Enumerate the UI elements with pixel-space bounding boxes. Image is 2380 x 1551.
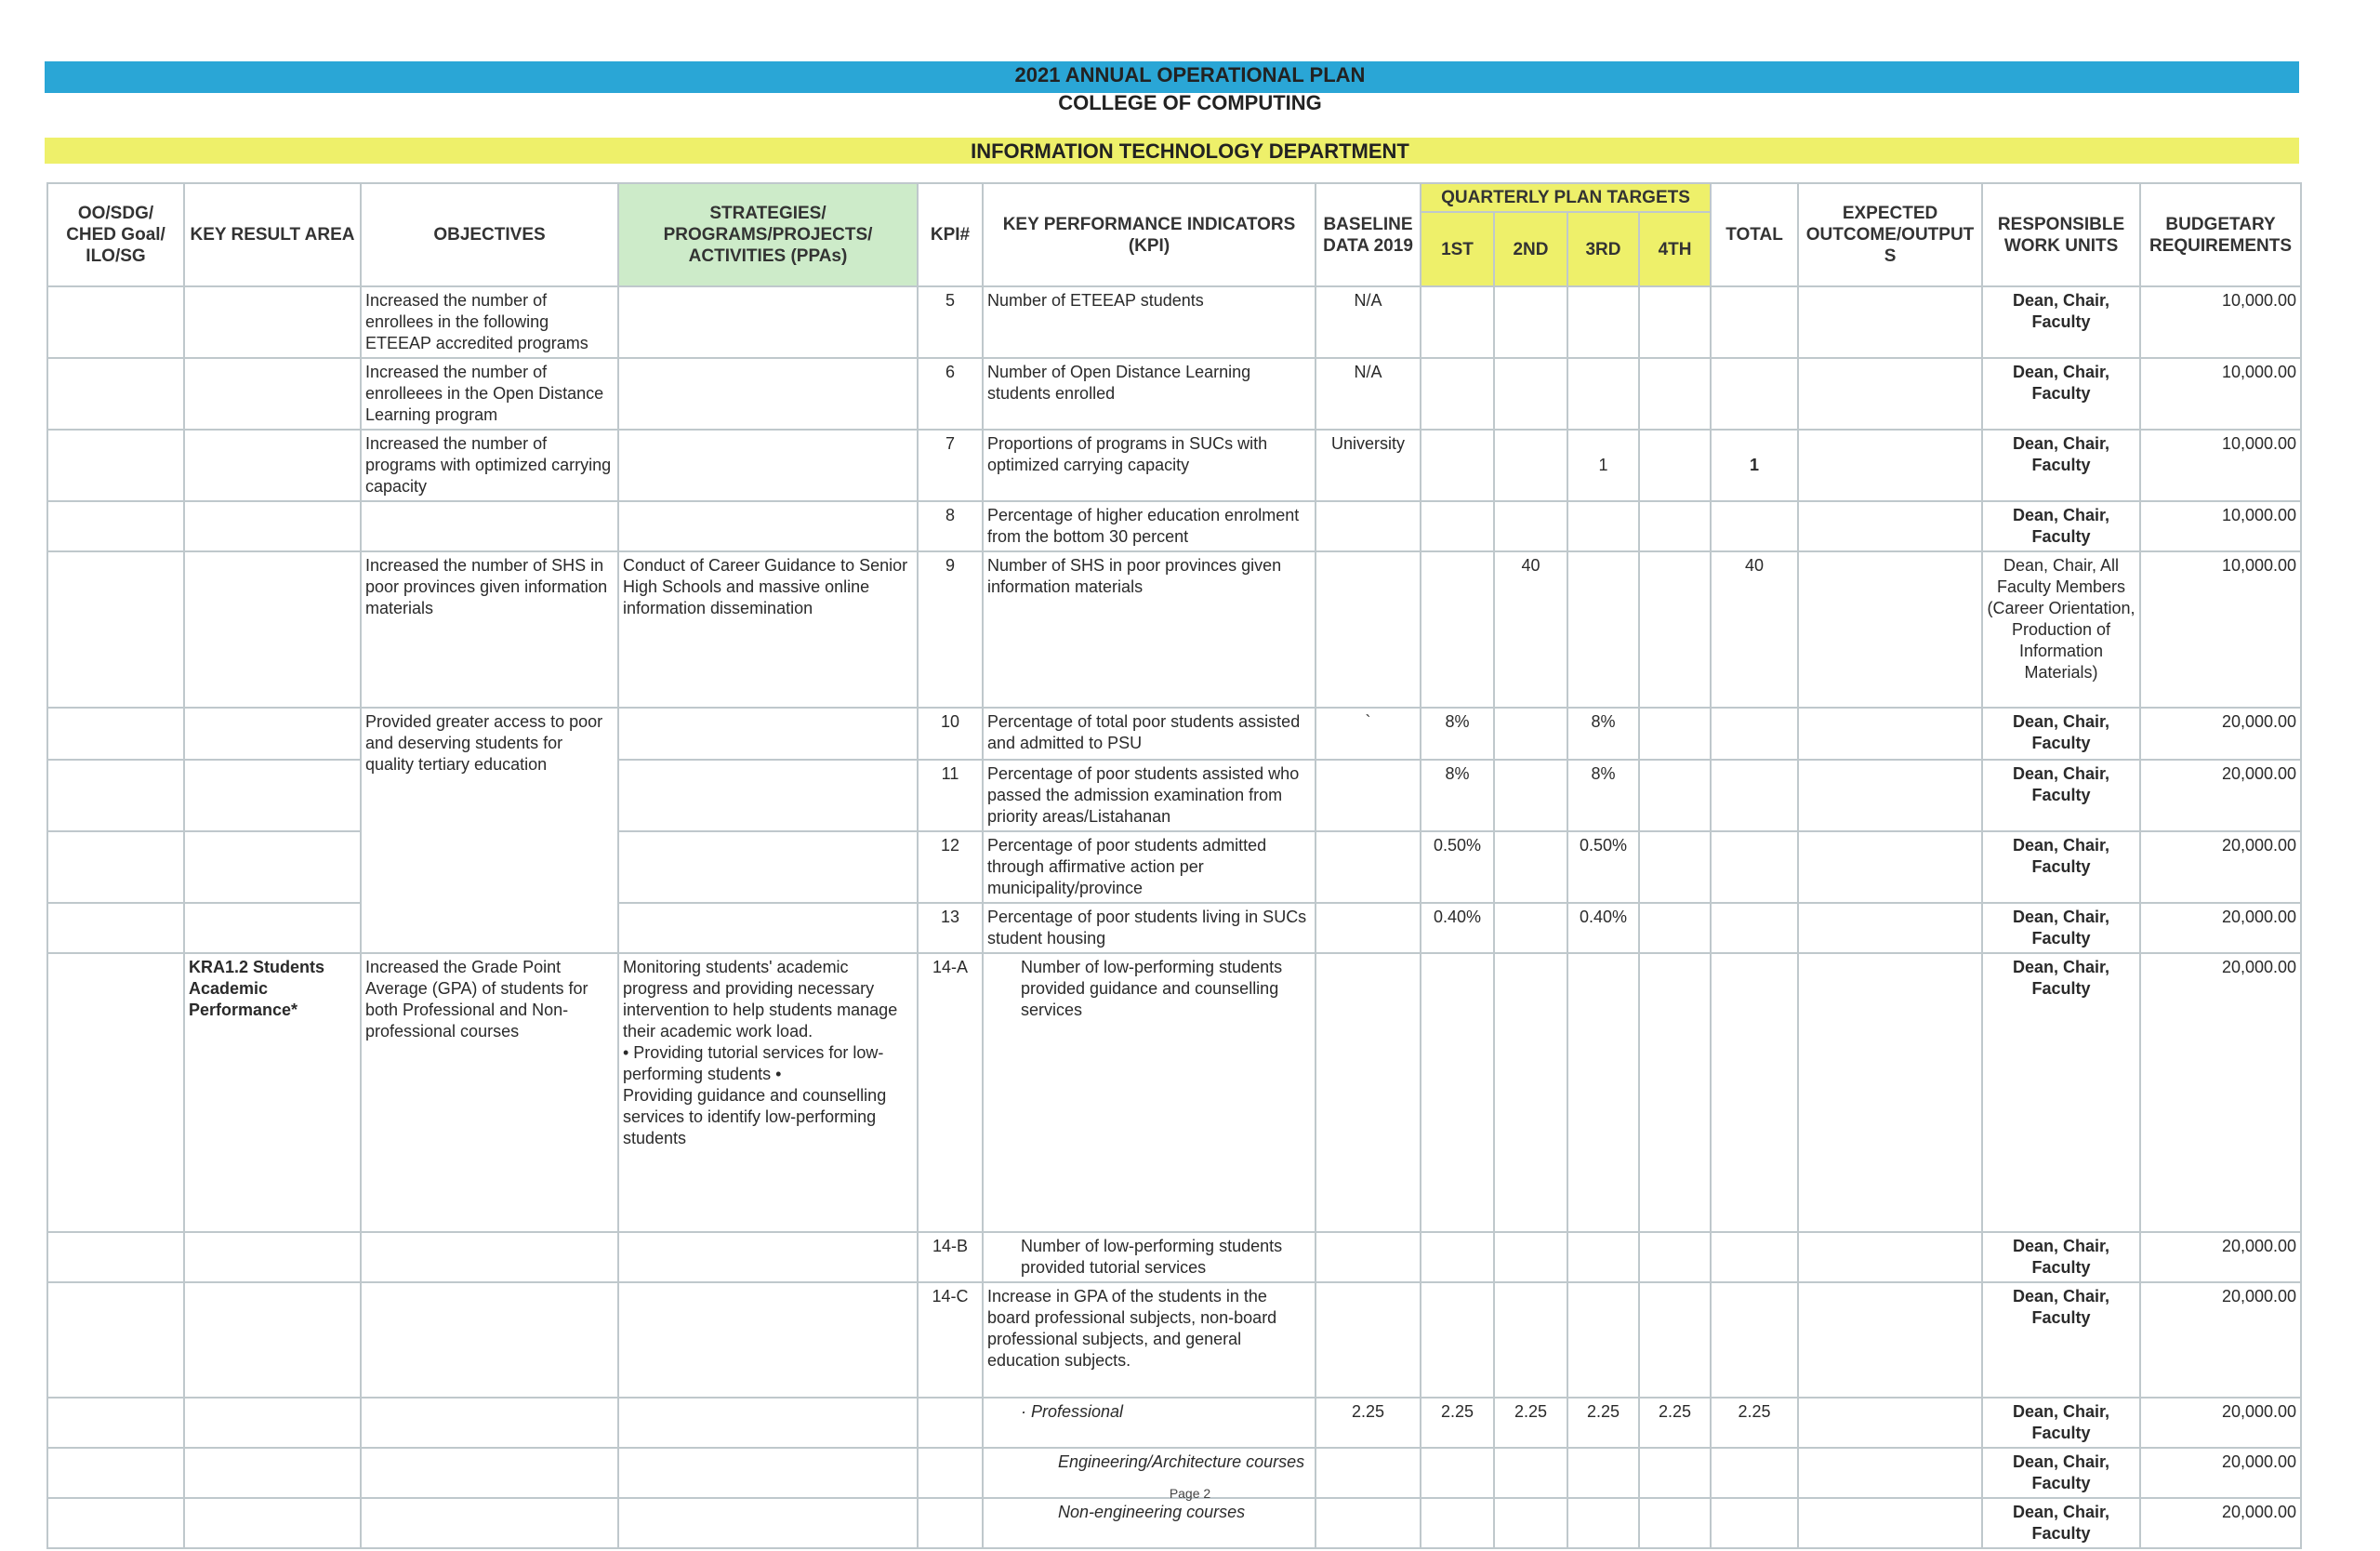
college-name: COLLEGE OF COMPUTING bbox=[1058, 91, 1322, 114]
budget-cell: 20,000.00 bbox=[2140, 903, 2301, 953]
kpi-cell: Number of ETEEAP students bbox=[983, 286, 1316, 358]
kpi-cell: Non-engineering courses bbox=[983, 1498, 1316, 1548]
kpi-number: 10 bbox=[918, 708, 983, 760]
kpi-number: 14-C bbox=[918, 1282, 983, 1398]
kpi-cell: Number of Open Distance Learning students enrolled bbox=[983, 358, 1316, 430]
q1-cell: 2.25 bbox=[1421, 1398, 1494, 1448]
kra-cell: KRA1.2 Students Academic Performance* bbox=[184, 953, 361, 1232]
col-quarterly: QUARTERLY PLAN TARGETS bbox=[1421, 183, 1711, 212]
responsible-cell: Dean, Chair, Faculty bbox=[1982, 1498, 2140, 1548]
budget-cell: 10,000.00 bbox=[2140, 551, 2301, 708]
col-expected: EXPECTED OUTCOME/OUTPUT S bbox=[1798, 183, 1982, 286]
objective-cell: Increased the number of SHS in poor provinces given information materials bbox=[361, 551, 618, 708]
col-oosdg: OO/SDG/ CHED Goal/ ILO/SG bbox=[47, 183, 184, 286]
kpi-number: 14-B bbox=[918, 1232, 983, 1282]
budget-cell: 20,000.00 bbox=[2140, 1498, 2301, 1548]
kpi-cell: Percentage of poor students admitted through affirmative action per municipality/province bbox=[983, 831, 1316, 903]
col-responsible: RESPONSIBLE WORK UNITS bbox=[1982, 183, 2140, 286]
q1-cell: 8% bbox=[1421, 760, 1494, 831]
table-row bbox=[47, 551, 2301, 708]
kpi-cell: Number of SHS in poor provinces given information materials bbox=[983, 551, 1316, 708]
responsible-cell: Dean, Chair, Faculty bbox=[1982, 1282, 2140, 1398]
col-q2: 2ND bbox=[1494, 212, 1567, 286]
q4-cell: 2.25 bbox=[1639, 1398, 1711, 1448]
kpi-number: 8 bbox=[918, 501, 983, 551]
kpi-cell: Percentage of total poor students assisted and admitted to PSU bbox=[983, 708, 1316, 760]
ppa-cell: Monitoring students' academic progress and providing necessary intervention to help students manage their academic work load. • Providing tutorial services for low-performing students • Providing guidance and counselling services to identify low-performing students bbox=[618, 953, 918, 1232]
budget-cell: 20,000.00 bbox=[2140, 1282, 2301, 1398]
responsible-cell: Dean, Chair, Faculty bbox=[1982, 1398, 2140, 1448]
kpi-cell: Percentage of poor students living in SUCs student housing bbox=[983, 903, 1316, 953]
q3-cell: 1 bbox=[1567, 430, 1639, 501]
col-q3: 3RD bbox=[1567, 212, 1639, 286]
responsible-cell: Dean, Chair, Faculty bbox=[1982, 286, 2140, 358]
baseline-cell: N/A bbox=[1316, 358, 1421, 430]
responsible-cell: Dean, Chair, Faculty bbox=[1982, 358, 2140, 430]
total-cell: 40 bbox=[1711, 551, 1798, 708]
table-row bbox=[47, 1498, 2301, 1548]
budget-cell: 10,000.00 bbox=[2140, 358, 2301, 430]
kpi-cell: Number of low-performing students provided tutorial services bbox=[983, 1232, 1316, 1282]
q3-cell: 8% bbox=[1567, 708, 1639, 760]
kpi-number: 14-A bbox=[918, 953, 983, 1232]
baseline-cell: N/A bbox=[1316, 286, 1421, 358]
responsible-cell: Dean, Chair, Faculty bbox=[1982, 831, 2140, 903]
q3-cell: 0.40% bbox=[1567, 903, 1639, 953]
col-kra: KEY RESULT AREA bbox=[184, 183, 361, 286]
col-q1: 1ST bbox=[1421, 212, 1494, 286]
responsible-cell: Dean, Chair, All Faculty Members (Career Orientation, Production of Information Materials) bbox=[1982, 551, 2140, 708]
objective-cell: Provided greater access to poor and deserving students for quality tertiary education bbox=[361, 708, 618, 953]
q1-cell: 8% bbox=[1421, 708, 1494, 760]
kpi-cell: · Professional bbox=[983, 1398, 1316, 1448]
baseline-cell: ` bbox=[1316, 708, 1421, 760]
q1-cell: 0.50% bbox=[1421, 831, 1494, 903]
ppa-cell: Conduct of Career Guidance to Senior High Schools and massive online information dissemination bbox=[618, 551, 918, 708]
plan-title: 2021 ANNUAL OPERATIONAL PLAN bbox=[1014, 63, 1366, 86]
table-row bbox=[47, 1282, 2301, 1398]
col-kpi: KEY PERFORMANCE INDICATORS (KPI) bbox=[983, 183, 1316, 286]
objective-cell: Increased the number of programs with optimized carrying capacity bbox=[361, 430, 618, 501]
table-row bbox=[47, 1232, 2301, 1282]
budget-cell: 20,000.00 bbox=[2140, 708, 2301, 760]
col-total: TOTAL bbox=[1711, 183, 1798, 286]
total-cell: 2.25 bbox=[1711, 1398, 1798, 1448]
kpi-cell: Engineering/Architecture courses bbox=[983, 1448, 1316, 1498]
table-row bbox=[47, 358, 2301, 430]
objective-cell: Increased the Grade Point Average (GPA) of students for both Professional and Non-professional courses bbox=[361, 953, 618, 1232]
col-q4: 4TH bbox=[1639, 212, 1711, 286]
responsible-cell: Dean, Chair, Faculty bbox=[1982, 430, 2140, 501]
kpi-number: 12 bbox=[918, 831, 983, 903]
budget-cell: 10,000.00 bbox=[2140, 430, 2301, 501]
col-ppas: STRATEGIES/ PROGRAMS/PROJECTS/ ACTIVITIES (PPAs) bbox=[618, 183, 918, 286]
budget-cell: 20,000.00 bbox=[2140, 953, 2301, 1232]
budget-cell: 20,000.00 bbox=[2140, 760, 2301, 831]
department-name: INFORMATION TECHNOLOGY DEPARTMENT bbox=[971, 139, 1409, 163]
q2-cell: 2.25 bbox=[1494, 1398, 1567, 1448]
responsible-cell: Dean, Chair, Faculty bbox=[1982, 1232, 2140, 1282]
table-row bbox=[47, 708, 2301, 760]
total-cell: 1 bbox=[1711, 430, 1798, 501]
baseline-cell: 2.25 bbox=[1316, 1398, 1421, 1448]
kpi-cell: Number of low-performing students provided guidance and counselling services bbox=[983, 953, 1316, 1232]
responsible-cell: Dean, Chair, Faculty bbox=[1982, 501, 2140, 551]
table-row bbox=[47, 286, 2301, 358]
objective-cell: Increased the number of enrollees in the following ETEEAP accredited programs bbox=[361, 286, 618, 358]
objective-cell: Increased the number of enrolleees in the Open Distance Learning program bbox=[361, 358, 618, 430]
kpi-number: 7 bbox=[918, 430, 983, 501]
kpi-cell: Percentage of poor students assisted who passed the admission examination from priority areas/Listahanan bbox=[983, 760, 1316, 831]
q3-cell: 2.25 bbox=[1567, 1398, 1639, 1448]
kpi-number: 13 bbox=[918, 903, 983, 953]
col-objectives: OBJECTIVES bbox=[361, 183, 618, 286]
budget-cell: 20,000.00 bbox=[2140, 1232, 2301, 1282]
table-row bbox=[47, 501, 2301, 551]
table-row bbox=[47, 430, 2301, 501]
kpi-cell: Proportions of programs in SUCs with optimized carrying capacity bbox=[983, 430, 1316, 501]
kpi-cell: Increase in GPA of the students in the board professional subjects, non-board professional subjects, and general education subjects. bbox=[983, 1282, 1316, 1398]
col-budget: BUDGETARY REQUIREMENTS bbox=[2140, 183, 2301, 286]
baseline-cell: University bbox=[1316, 430, 1421, 501]
budget-cell: 20,000.00 bbox=[2140, 831, 2301, 903]
budget-cell: 20,000.00 bbox=[2140, 1448, 2301, 1498]
q3-cell: 8% bbox=[1567, 760, 1639, 831]
kpi-number: 6 bbox=[918, 358, 983, 430]
table-row bbox=[47, 1398, 2301, 1448]
col-kpi-no: KPI# bbox=[918, 183, 983, 286]
col-baseline: BASELINE DATA 2019 bbox=[1316, 183, 1421, 286]
budget-cell: 10,000.00 bbox=[2140, 286, 2301, 358]
q1-cell: 0.40% bbox=[1421, 903, 1494, 953]
responsible-cell: Dean, Chair, Faculty bbox=[1982, 760, 2140, 831]
q2-cell: 40 bbox=[1494, 551, 1567, 708]
table-row bbox=[47, 953, 2301, 1232]
kpi-number: 9 bbox=[918, 551, 983, 708]
kpi-number: 11 bbox=[918, 760, 983, 831]
budget-cell: 20,000.00 bbox=[2140, 1398, 2301, 1448]
responsible-cell: Dean, Chair, Faculty bbox=[1982, 1448, 2140, 1498]
budget-cell: 10,000.00 bbox=[2140, 501, 2301, 551]
responsible-cell: Dean, Chair, Faculty bbox=[1982, 903, 2140, 953]
page-number: Page 2 bbox=[1169, 1486, 1211, 1501]
kpi-number: 5 bbox=[918, 286, 983, 358]
responsible-cell: Dean, Chair, Faculty bbox=[1982, 953, 2140, 1232]
kpi-cell: Percentage of higher education enrolment from the bottom 30 percent bbox=[983, 501, 1316, 551]
responsible-cell: Dean, Chair, Faculty bbox=[1982, 708, 2140, 760]
operational-plan-table bbox=[46, 182, 2302, 1549]
q3-cell: 0.50% bbox=[1567, 831, 1639, 903]
